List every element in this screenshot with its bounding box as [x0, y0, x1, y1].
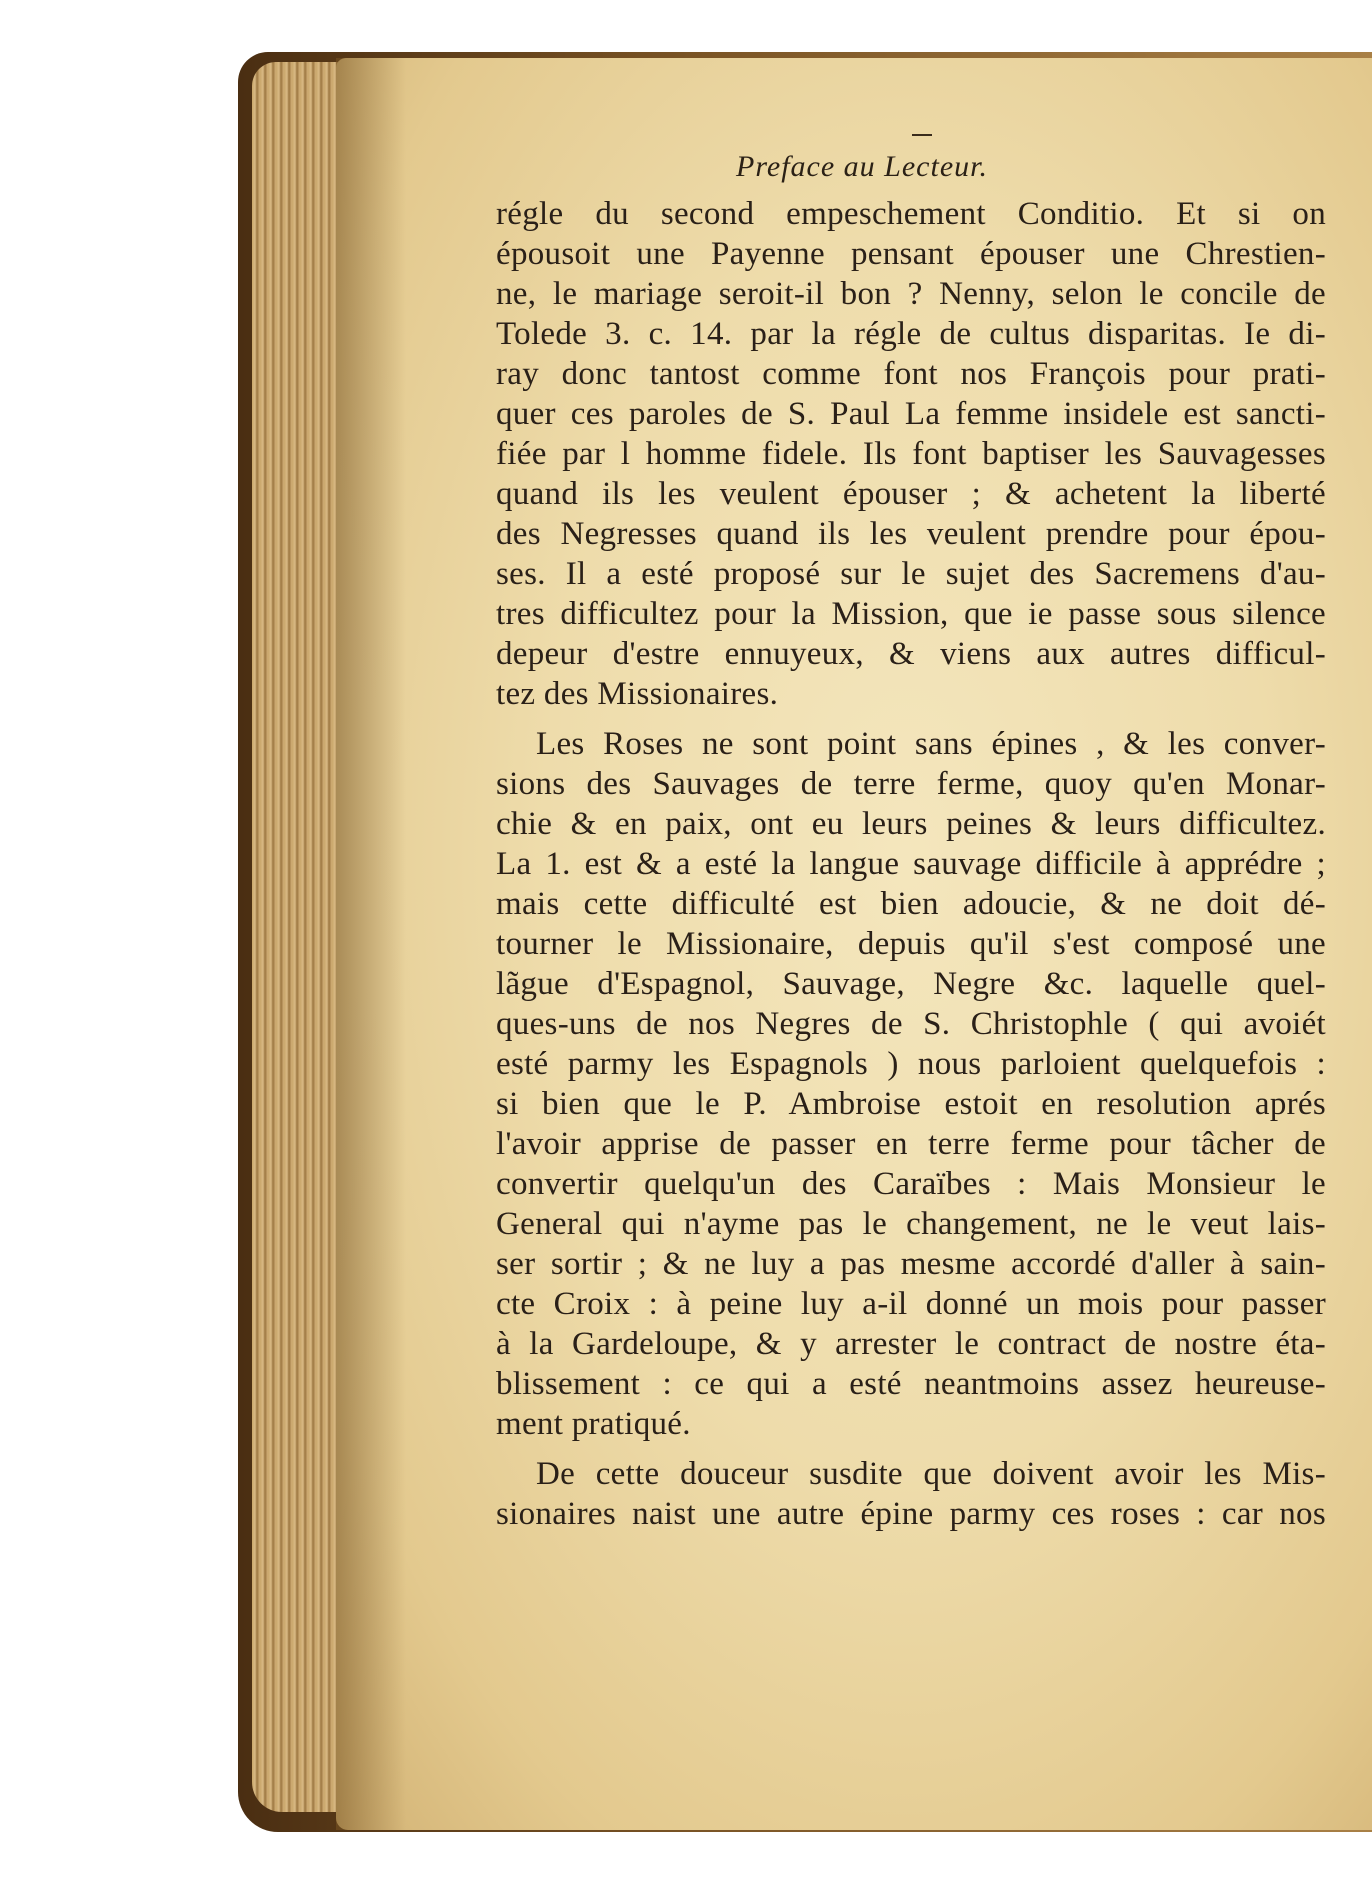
text-line: ne, le mariage seroit-il bon ? Nenny, selon le concile de [496, 276, 1326, 312]
text-line: sionaires naist une autre épine parmy ces roses : car nos [496, 1496, 1326, 1532]
text-line: ques-uns de nos Negres de S. Christophle ( qui avoiét [496, 1006, 1326, 1042]
text-line: La 1. est & a esté la langue sauvage difficile à apprédre ; [496, 846, 1326, 882]
text-line: ser sortir ; & ne luy a pas mesme accordé d'aller à sain- [496, 1246, 1326, 1282]
text-line: Tolede 3. c. 14. par la régle de cultus disparitas. Ie di- [496, 316, 1326, 352]
ornament-dash [912, 134, 932, 136]
text-line: tez des Missionaires. [496, 676, 779, 712]
text-line: esté parmy les Espagnols ) nous parloient quelquefois : [496, 1046, 1326, 1082]
text-line: chie & en paix, ont eu leurs peines & leurs difficultez. [496, 806, 1326, 842]
text-line: tres difficultez pour la Mission, que ie passe sous silence [496, 596, 1326, 632]
text-line: Les Roses ne sont point sans épines , & les conver- [536, 726, 1326, 762]
text-line: quand ils les veulent épouser ; & achetent la liberté [496, 476, 1326, 512]
text-line: depeur d'estre ennuyeux, & viens aux autres difficul- [496, 636, 1326, 672]
text-line: lãgue d'Espagnol, Sauvage, Negre &c. laquelle quel- [496, 966, 1326, 1002]
text-line: fiée par l homme fidele. Ils font baptiser les Sauvagesses [496, 436, 1326, 472]
text-line: si bien que le P. Ambroise estoit en resolution aprés [496, 1086, 1326, 1122]
text-line: mais cette difficulté est bien adoucie, & ne doit dé- [496, 886, 1326, 922]
text-line: régle du second empeschement Conditio. Et si on [496, 196, 1326, 232]
text-line: ray donc tantost comme font nos François pour prati- [496, 356, 1326, 392]
text-line: cte Croix : à peine luy a-il donné un mois pour passer [496, 1286, 1326, 1322]
text-line: sions des Sauvages de terre ferme, quoy qu'en Monar- [496, 766, 1326, 802]
text-line: De cette douceur susdite que doivent avoir les Mis- [536, 1456, 1326, 1492]
text-line: à la Gardeloupe, & y arrester le contract de nostre éta- [496, 1326, 1326, 1362]
text-line: blissement : ce qui a esté neantmoins assez heureuse- [496, 1366, 1326, 1402]
gutter-shadow [336, 58, 406, 1830]
text-line: ses. Il a esté proposé sur le sujet des Sacremens d'au- [496, 556, 1326, 592]
text-line: tourner le Missionaire, depuis qu'il s'est composé une [496, 926, 1326, 962]
text-line: épousoit une Payenne pensant épouser une Chrestien- [496, 236, 1326, 272]
text-line: ment pratiqué. [496, 1406, 691, 1442]
text-line: General qui n'ayme pas le changement, ne le veut lais- [496, 1206, 1326, 1242]
body-text [496, 194, 1326, 1534]
text-line: quer ces paroles de S. Paul La femme insidele est sancti- [496, 396, 1326, 432]
text-line: l'avoir apprise de passer en terre ferme pour tâcher de [496, 1126, 1326, 1162]
running-head: Preface au Lecteur. [736, 150, 988, 183]
text-line: convertir quelqu'un des Caraïbes : Mais Monsieur le [496, 1166, 1326, 1202]
text-line: des Negresses quand ils les veulent prendre pour épou- [496, 516, 1326, 552]
